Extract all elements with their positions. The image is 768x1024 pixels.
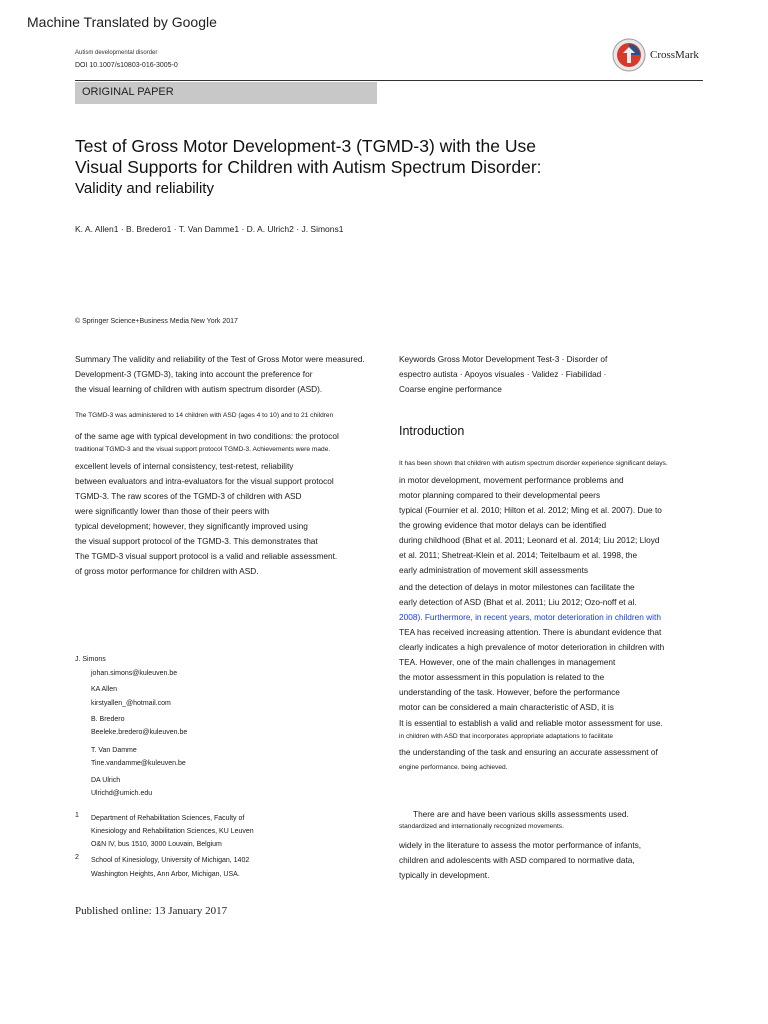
abstract-line: the visual learning of children with autism spectrum disorder (ASD). (75, 384, 323, 394)
contact-name: J. Simons (75, 656, 106, 663)
contact-email: Tine.vandamme@kuleuven.be (91, 760, 186, 767)
keywords-line: Keywords Gross Motor Development Test-3 · Disorder of (399, 354, 608, 364)
abstract-line: The TGMD-3 visual support protocol is a valid and reliable assessment. (75, 551, 338, 561)
introduction-line: engine performance. being achieved. (399, 764, 508, 771)
affiliation-line: O&N IV, bus 1510, 3000 Louvain, Belgium (91, 841, 222, 848)
abstract-line: the visual support protocol of the TGMD-3. This demonstrates that (75, 536, 318, 546)
abstract-line: Development-3 (TGMD-3), taking into account the preference for (75, 369, 313, 379)
introduction-line: It is essential to establish a valid and reliable motor assessment for use. (399, 718, 663, 728)
contact-name: T. Van Damme (91, 747, 137, 754)
contact-name: DA Ulrich (91, 777, 121, 784)
abstract-line: The TGMD-3 was administered to 14 children with ASD (ages 4 to 10) and to 21 children (75, 412, 334, 419)
paragraph-line: widely in the literature to assess the motor performance of infants, (399, 840, 642, 850)
affiliation-line: Department of Rehabilitation Sciences, Faculty of (91, 815, 245, 822)
contact-email: Beeleke.bredero@kuleuven.be (91, 729, 188, 736)
section-label-bar (75, 82, 377, 104)
abstract-line: TGMD-3. The raw scores of the TGMD-3 of children with ASD (75, 491, 302, 501)
abstract-line: of gross motor performance for children with ASD. (75, 566, 259, 576)
abstract-line: Summary The validity and reliability of the Test of Gross Motor were measured. (75, 354, 365, 364)
contact-name: KA Allen (91, 686, 118, 693)
introduction-line: the understanding of the task and ensuring an accurate assessment of (399, 747, 658, 757)
introduction-line: typical (Fournier et al. 2010; Hilton et al. 2012; Ming et al. 2007). Due to (399, 505, 662, 515)
introduction-line: et al. 2011; Shetreat-Klein et al. 2014; Teitelbaum et al. 1998, the (399, 550, 638, 560)
copyright: © Springer Science+Business Media New York 2017 (75, 318, 238, 325)
abstract-line: of the same age with typical development in two conditions: the protocol (75, 431, 339, 441)
introduction-line: It has been shown that children with autism spectrum disorder experience significant delays. (399, 460, 668, 467)
contact-email: Ulrichd@umich.edu (91, 790, 153, 797)
title-line-1: Test of Gross Motor Development-3 (TGMD-3) with the Use (75, 136, 536, 156)
introduction-line: in motor development, movement performance problems and (399, 475, 624, 485)
subtitle: Validity and reliability (75, 180, 214, 197)
abstract-line: traditional TGMD-3 and the visual support protocol TGMD-3. Achievements were made. (75, 446, 331, 453)
header-rule (75, 80, 703, 81)
affiliation-number: 2 (75, 854, 79, 861)
contact-email: kirstyallen_@hotmail.com (91, 700, 171, 707)
affiliation-line: Washington Heights, Ann Arbor, Michigan, USA. (91, 871, 240, 878)
introduction-line: 2008). Furthermore, in recent years, motor deterioration in children with (399, 612, 661, 622)
translation-banner: Machine Translated by Google (27, 14, 217, 30)
crossmark-badge[interactable] (612, 38, 704, 74)
introduction-line: motor can be considered a main characteristic of ASD, it is (399, 702, 614, 712)
introduction-heading: Introduction (399, 424, 465, 438)
crossmark-icon (612, 38, 646, 72)
paragraph-line: typically in development. (399, 870, 490, 880)
introduction-line: TEA. However, one of the main challenges in management (399, 657, 616, 667)
contact-name: B. Bredero (91, 716, 125, 723)
introduction-line: in children with ASD that incorporates appropriate adaptations to facilitate (399, 733, 614, 740)
paragraph-line: children and adolescents with ASD compared to normative data, (399, 855, 635, 865)
paragraph-line: standardized and internationally recognized movements. (399, 823, 564, 830)
affiliation-line: Kinesiology and Rehabilitation Sciences, KU Leuven (91, 828, 254, 835)
contact-email: johan.simons@kuleuven.be (91, 670, 178, 677)
introduction-line: the growing evidence that motor delays can be identified (399, 520, 607, 530)
introduction-line: TEA has received increasing attention. There is abundant evidence that (399, 627, 662, 637)
abstract-line: were significantly lower than those of their peers with (75, 506, 270, 516)
introduction-line: motor planning compared to their developmental peers (399, 490, 601, 500)
title-line-2: Visual Supports for Children with Autism Spectrum Disorder: (75, 157, 542, 177)
introduction-line: during childhood (Bhat et al. 2011; Leonard et al. 2014; Liu 2012; Lloyd (399, 535, 660, 545)
keywords-line: Coarse engine performance (399, 384, 502, 394)
author-list: K. A. Allen1 · B. Bredero1 · T. Van Damme1 · D. A. Ulrich2 · J. Simons1 (75, 224, 344, 234)
published-online: Published online: 13 January 2017 (75, 905, 228, 917)
affiliation-line: School of Kinesiology, University of Michigan, 1402 (91, 857, 250, 864)
introduction-line: early administration of movement skill assessments (399, 565, 589, 575)
abstract-line: between evaluators and intra-evaluators for the visual support protocol (75, 476, 334, 486)
affiliation-number: 1 (75, 812, 79, 819)
abstract-line: typical development; however, they significantly improved using (75, 521, 308, 531)
doi: DOI 10.1007/s10803-016-3005-0 (75, 62, 178, 69)
abstract-line: excellent levels of internal consistency, test-retest, reliability (75, 461, 294, 471)
keywords-line: espectro autista · Apoyos visuales · Validez · Fiabilidad · (399, 369, 607, 379)
paragraph-line: There are and have been various skills assessments used. (413, 809, 629, 819)
crossmark-label: CrossMark (650, 49, 699, 61)
section-label: ORIGINAL PAPER (82, 86, 174, 98)
introduction-line: early detection of ASD (Bhat et al. 2011; Liu 2012; Ozo-noff et al. (399, 597, 637, 607)
introduction-line: clearly indicates a high prevalence of motor deterioration in children with (399, 642, 665, 652)
introduction-line: understanding of the task. However, before the performance (399, 687, 620, 697)
journal-name: Autism developmental disorder (75, 50, 158, 56)
introduction-line: and the detection of delays in motor milestones can facilitate the (399, 582, 635, 592)
introduction-line: the motor assessment in this population is related to the (399, 672, 605, 682)
